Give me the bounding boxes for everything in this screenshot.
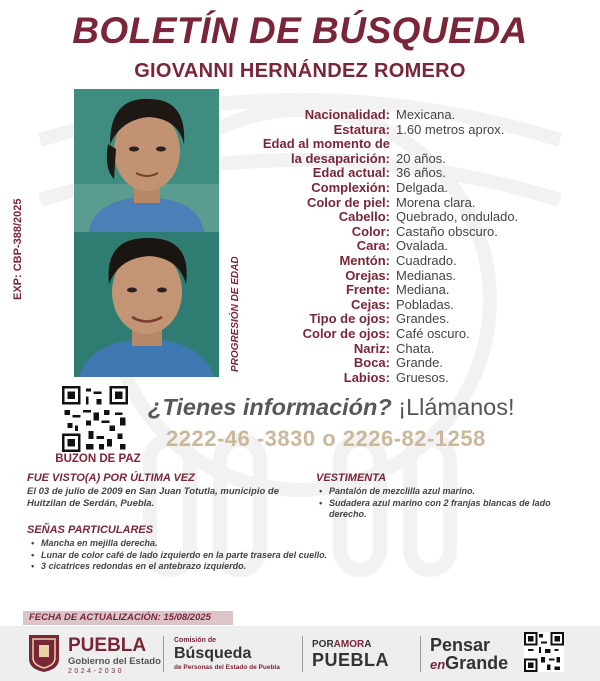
last-seen-title: FUE VISTO(A) POR ÚLTIMA VEZ — [27, 472, 195, 484]
feature-row — [236, 269, 586, 284]
feature-row — [236, 239, 586, 254]
clothing-title: VESTIMENTA — [316, 472, 387, 484]
feature-label: Nariz: — [353, 340, 390, 356]
feature-value: 36 años. — [396, 165, 446, 181]
amor-text: AMOR — [333, 639, 365, 650]
feature-row — [236, 210, 586, 225]
feature-value: Café oscuro. — [396, 325, 470, 341]
feature-row — [236, 225, 586, 240]
years-text: 2024-2030 — [68, 668, 124, 675]
feature-row — [236, 342, 586, 357]
marks-title: SEÑAS PARTICULARES — [27, 524, 154, 536]
comision-text: Comisión de — [174, 637, 217, 644]
feature-row — [236, 312, 586, 327]
feature-value: Castaño obscuro. — [396, 223, 498, 239]
feature-label: Color: — [351, 223, 390, 239]
feature-value: Grandes. — [396, 311, 450, 327]
feature-value: Ovalada. — [396, 238, 449, 254]
feature-row — [236, 298, 586, 313]
case-number: EXP: CBP-388/2025 — [12, 198, 24, 300]
feature-label: Boca: — [353, 355, 390, 371]
photo-original — [74, 89, 219, 232]
feature-value: Delgada. — [396, 179, 449, 195]
grande-text: Grande — [445, 653, 509, 673]
pensar-en-grande — [430, 636, 508, 674]
feature-row — [236, 152, 586, 167]
feature-row — [236, 356, 586, 371]
puebla-slogan-text: PUEBLA — [312, 650, 390, 670]
phone-numbers[interactable]: 2222-46 -3830 o 2226-82-1258 — [166, 426, 486, 451]
feature-value: Mexicana. — [396, 107, 456, 122]
feature-value: Grande. — [396, 355, 443, 371]
footer-qr-code[interactable] — [524, 632, 564, 672]
call-text: ¡Llámanos! — [398, 394, 515, 420]
feature-value: Mediana. — [396, 282, 450, 298]
list-item: • Pantalón de mezclilla azul marino. — [318, 486, 583, 498]
busqueda-text: Búsqueda — [174, 645, 252, 662]
list-item: • Sudadera azul marino con 2 franjas blancas de lado derecho. — [318, 498, 583, 521]
feature-label: Edad actual: — [312, 165, 390, 181]
photo-age-progression — [74, 232, 219, 377]
feature-row — [236, 283, 586, 298]
feature-value: Morena clara. — [396, 194, 476, 210]
list-item: • 3 cicatrices redondas en el antebrazo izquierdo. — [30, 561, 430, 573]
feature-label: Orejas: — [345, 267, 390, 283]
clothing-list — [318, 486, 583, 521]
feature-label: la desaparición: — [291, 150, 390, 166]
feature-row — [236, 181, 586, 196]
feature-label: Cejas: — [350, 296, 390, 312]
update-date: FECHA DE ACTUALIZACIÓN: 15/08/2025 — [23, 611, 233, 625]
feature-row — [236, 166, 586, 181]
feature-label: Color de piel: — [306, 194, 390, 210]
question-text: ¿Tienes información? — [148, 394, 392, 420]
feature-label: Mentón: — [339, 252, 390, 268]
feature-value: Pobladas. — [396, 296, 454, 312]
feature-value: 1.60 metros aprox. — [396, 121, 505, 137]
footer — [0, 626, 600, 681]
divider — [420, 636, 421, 672]
busqueda-sub-text: de Personas del Estado de Puebla — [174, 664, 280, 671]
last-seen-text: El 03 de julio de 2009 en San Juan Totutla, municipio de Huitzilan de Serdán, Puebla. — [27, 486, 279, 509]
por-text: POR — [312, 639, 334, 650]
divider — [302, 636, 303, 672]
feature-label: Frente: — [345, 282, 390, 298]
feature-label: Nacionalidad: — [304, 107, 390, 122]
divider — [163, 636, 164, 672]
info-question — [148, 394, 515, 421]
en-text: en — [430, 657, 446, 672]
feature-label: Tipo de ojos: — [309, 311, 390, 327]
feature-row — [236, 108, 586, 123]
feature-value: 20 años. — [396, 150, 446, 166]
puebla-shield-icon — [27, 633, 61, 673]
feature-row — [236, 371, 586, 386]
feature-label: Labios: — [343, 369, 390, 385]
feature-value: Chata. — [396, 340, 435, 356]
feature-value: Quebrado, ondulado. — [396, 209, 519, 225]
buzon-qr-code[interactable] — [62, 386, 128, 452]
a-text: A — [364, 639, 372, 650]
feature-label: Cabello: — [338, 209, 390, 225]
por-amor-text — [312, 639, 371, 650]
feature-row — [236, 137, 586, 152]
person-name: GIOVANNI HERNÁNDEZ ROMERO — [134, 60, 466, 82]
feature-row — [236, 123, 586, 138]
marks-list — [30, 538, 430, 573]
physical-features — [236, 108, 586, 385]
gobierno-text: Gobierno del Estado — [68, 656, 161, 667]
age-progression-label: PROGRESIÓN DE EDAD — [230, 256, 241, 372]
puebla-logo-text: PUEBLA — [68, 635, 147, 656]
feature-label: Color de ojos: — [302, 325, 390, 341]
list-item: • Mancha en mejilla derecha. — [30, 538, 430, 550]
feature-value: Cuadrado. — [396, 252, 457, 268]
buzon-label: BUZON DE PAZ — [55, 453, 141, 465]
list-item: • Lunar de color café de lado izquierdo en la parte trasera del cuello. — [30, 550, 430, 562]
pensar-text: Pensar — [430, 635, 491, 655]
feature-label: Cara: — [356, 238, 390, 254]
feature-row — [236, 196, 586, 211]
feature-row — [236, 327, 586, 342]
bulletin-title: BOLETÍN DE BÚSQUEDA — [72, 10, 528, 51]
feature-label: Edad al momento de — [262, 136, 390, 152]
feature-value: Medianas. — [396, 267, 456, 283]
feature-value: Gruesos. — [396, 369, 449, 385]
feature-label: Complexión: — [311, 179, 390, 195]
feature-label: Estatura: — [333, 121, 390, 137]
feature-row — [236, 254, 586, 269]
